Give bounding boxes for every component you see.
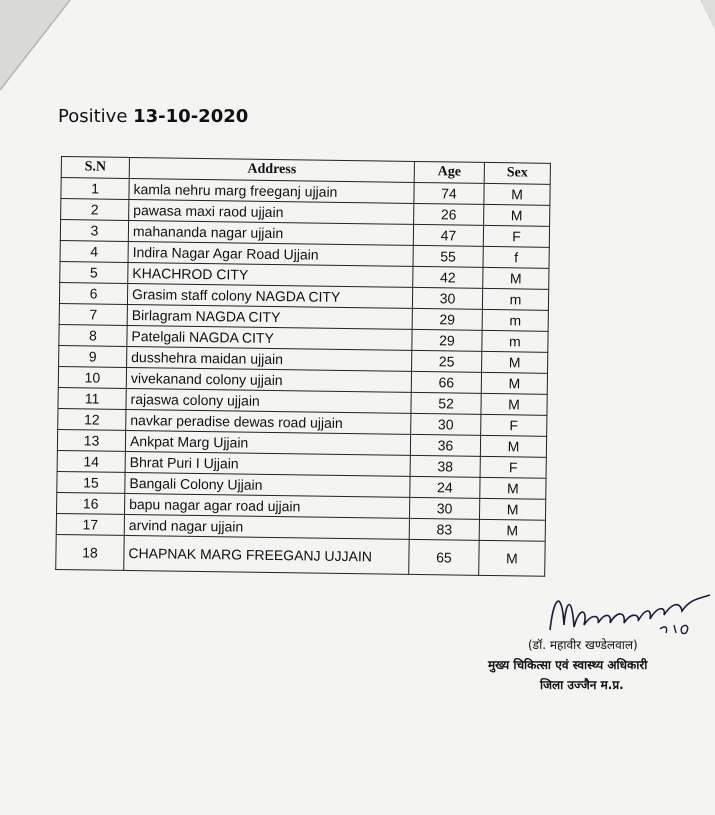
cell-sn: 3 bbox=[60, 220, 128, 242]
cell-address: mahananda nagar ujjain bbox=[128, 220, 413, 245]
cell-age: 26 bbox=[414, 203, 484, 225]
cell-address: dusshehra maidan ujjain bbox=[127, 346, 412, 371]
cell-age: 24 bbox=[410, 476, 480, 498]
cell-sn: 7 bbox=[59, 303, 127, 325]
header-address: Address bbox=[129, 157, 414, 182]
heading-label: Positive bbox=[58, 106, 128, 127]
cell-sex: F bbox=[480, 456, 546, 478]
cell-sn: 5 bbox=[60, 261, 128, 283]
cell-sn: 8 bbox=[59, 324, 127, 346]
cell-address: rajaswa colony ujjain bbox=[126, 388, 411, 413]
cell-sn: 4 bbox=[60, 240, 128, 262]
cell-address: kamla nehru marg freeganj ujjain bbox=[129, 178, 414, 203]
cell-address: Birlagram NAGDA CITY bbox=[127, 304, 412, 329]
header-sex: Sex bbox=[484, 162, 550, 184]
cell-sex: f bbox=[483, 246, 549, 268]
cell-age: 30 bbox=[409, 497, 479, 519]
cell-address: KHACHROD CITY bbox=[128, 262, 413, 287]
signatory-title: मुख्य चिकित्सा एवं स्वास्थ्य अधिकारी bbox=[488, 658, 648, 672]
cell-sex: M bbox=[479, 498, 545, 520]
cell-address: pawasa maxi raod ujjain bbox=[129, 199, 414, 224]
cell-address: Bhrat Puri I Ujjain bbox=[125, 451, 410, 476]
cell-address: Patelgali NAGDA CITY bbox=[127, 325, 412, 350]
cell-sex: M bbox=[481, 393, 547, 415]
cell-age: 30 bbox=[411, 413, 481, 435]
cell-age: 74 bbox=[414, 182, 484, 204]
cell-sex: m bbox=[482, 330, 548, 352]
cell-sn: 10 bbox=[58, 366, 126, 388]
cell-age: 36 bbox=[410, 434, 480, 456]
cell-sn: 2 bbox=[61, 199, 129, 221]
cell-sn: 13 bbox=[57, 429, 125, 451]
header-age: Age bbox=[414, 161, 484, 183]
cell-address: vivekanand colony ujjain bbox=[126, 367, 411, 392]
cell-age: 52 bbox=[411, 392, 481, 414]
cell-sex: F bbox=[483, 225, 549, 247]
cell-sex: M bbox=[481, 372, 547, 394]
cell-sn: 17 bbox=[56, 513, 124, 535]
cell-age: 42 bbox=[413, 266, 483, 288]
cell-age: 29 bbox=[412, 329, 482, 351]
signatory-place: जिला उज्जैन म.प्र. bbox=[540, 678, 624, 692]
cell-age: 38 bbox=[410, 455, 480, 477]
cell-sex: F bbox=[481, 414, 547, 436]
cell-sn: 12 bbox=[58, 408, 126, 430]
cell-age: 47 bbox=[413, 224, 483, 246]
cell-sn: 16 bbox=[57, 492, 125, 514]
cell-address: arvind nagar ujjain bbox=[124, 514, 409, 539]
cell-sex: M bbox=[479, 540, 545, 576]
cell-age: 55 bbox=[413, 245, 483, 267]
cell-sex: M bbox=[482, 351, 548, 373]
cell-sn: 18 bbox=[56, 534, 124, 570]
cell-address: bapu nagar agar road ujjain bbox=[125, 493, 410, 518]
cell-address: CHAPNAK MARG FREEGANJ UJJAIN bbox=[124, 535, 409, 574]
cell-age: 25 bbox=[412, 350, 482, 372]
header-sn: S.N bbox=[61, 157, 129, 179]
signatory-name: (डॉ. महावीर खण्डेलवाल) bbox=[528, 638, 638, 652]
cell-sn: 1 bbox=[61, 178, 129, 200]
cell-address: Grasim staff colony NAGDA CITY bbox=[127, 283, 412, 308]
heading-date: 13-10-2020 bbox=[133, 106, 249, 127]
cell-address: navkar peradise dewas road ujjain bbox=[126, 409, 411, 434]
cell-sex: M bbox=[483, 267, 549, 289]
cell-address: Bangali Colony Ujjain bbox=[125, 472, 410, 497]
cell-sn: 6 bbox=[59, 282, 127, 304]
cell-address: Ankpat Marg Ujjain bbox=[125, 430, 410, 455]
cell-age: 83 bbox=[409, 518, 479, 540]
cell-sn: 11 bbox=[58, 387, 126, 409]
cell-sex: M bbox=[480, 435, 546, 457]
cell-sex: M bbox=[484, 204, 550, 226]
cell-sn: 9 bbox=[59, 345, 127, 367]
cell-sex: M bbox=[480, 477, 546, 499]
cell-sn: 14 bbox=[57, 450, 125, 472]
cell-sex: M bbox=[484, 183, 550, 205]
cell-sn: 15 bbox=[57, 471, 125, 493]
cell-age: 30 bbox=[412, 287, 482, 309]
cell-sex: m bbox=[482, 309, 548, 331]
document-heading bbox=[58, 106, 248, 127]
cell-sex: m bbox=[482, 288, 548, 310]
signature-scrawl bbox=[540, 585, 715, 640]
cell-sex: M bbox=[479, 519, 545, 541]
cell-age: 65 bbox=[409, 539, 479, 575]
cell-age: 29 bbox=[412, 308, 482, 330]
cell-age: 66 bbox=[411, 371, 481, 393]
table-row bbox=[56, 534, 545, 576]
positive-cases-table bbox=[55, 156, 551, 577]
cell-address: Indira Nagar Agar Road Ujjain bbox=[128, 241, 413, 266]
